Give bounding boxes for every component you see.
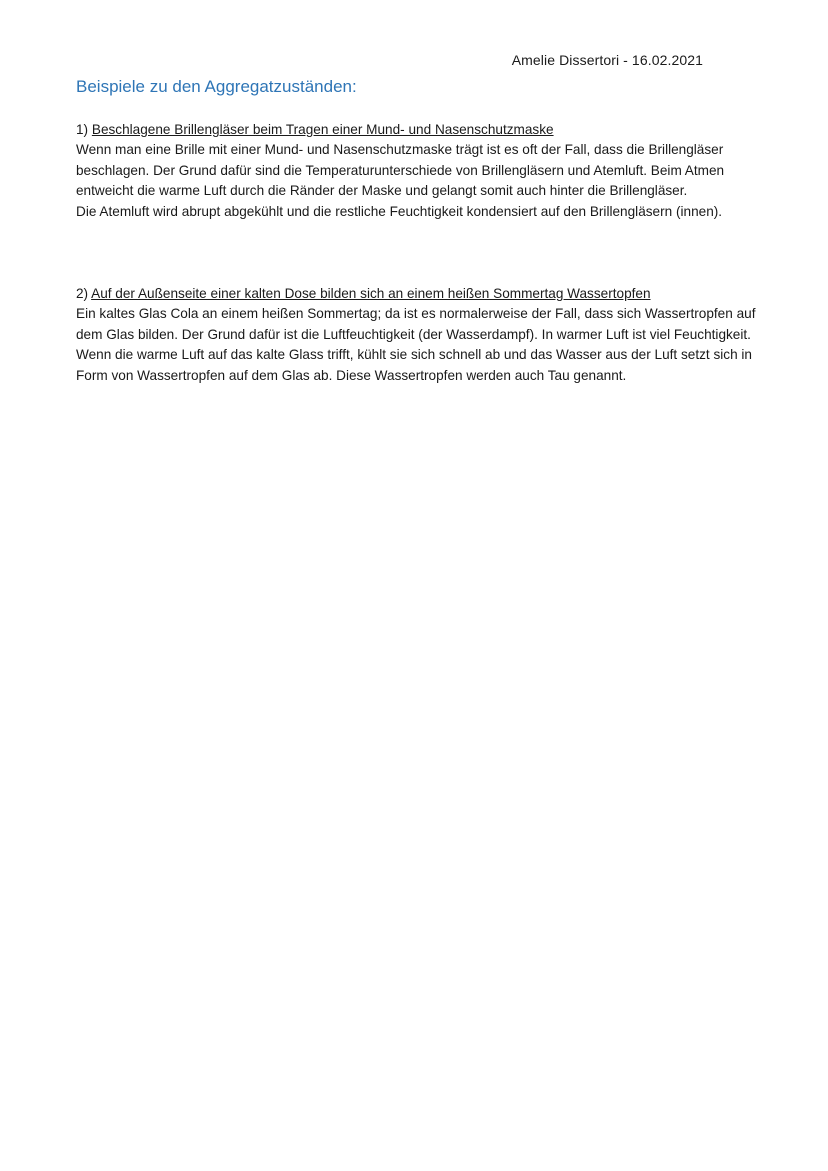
section-1-number: 1) [76, 122, 89, 137]
section-2-paragraph-1: Ein kaltes Glas Cola an einem heißen Sommertag; da ist es normalerweise der Fall, dass sich Wassertropfen auf dem Glas bilden. Der Grund dafür ist die Luftfeuchtigkeit (der Wasserdampf). In warmer Luft ist viel Feuchtigkeit. Wenn die warme Luft auf das kalte Glass trifft, kühlt sie sich schnell ab und das Wasser aus der Luft setzt sich in Form von Wassertropfen auf dem Glas ab. Diese Wassertropfen werden auch Tau genannt. [76, 306, 756, 383]
section-1-paragraph-1: Wenn man eine Brille mit einer Mund- und Nasenschutzmaske trägt ist es oft der Fall, dass die Brillengläser beschlagen. Der Grund dafür sind die Temperaturunterschiede von Brillengläsern und Atemluft. Beim Atmen entweicht die warme Luft durch die Ränder der Maske und gelangt somit auch hinter die Brillengläser. [76, 142, 725, 199]
section-1-heading-text: Beschlagene Brillengläser beim Tragen einer Mund- und Nasenschutzmaske [91, 122, 554, 137]
document-title: Beispiele zu den Aggregatzuständen: [76, 77, 357, 96]
author-date-line: Amelie Dissertori - 16.02.2021 [511, 52, 703, 68]
section-1 [76, 120, 756, 222]
section-2-number: 2) [76, 286, 89, 301]
section-2 [76, 284, 756, 386]
section-2-heading [76, 284, 756, 304]
section-1-heading [76, 120, 756, 140]
section-1-paragraph-2: Die Atemluft wird abrupt abgekühlt und die restliche Feuchtigkeit kondensiert auf den Brillengläsern (innen). [76, 203, 723, 219]
section-2-heading-text: Auf der Außenseite einer kalten Dose bilden sich an einem heißen Sommertag Wassertopfen [91, 286, 651, 301]
